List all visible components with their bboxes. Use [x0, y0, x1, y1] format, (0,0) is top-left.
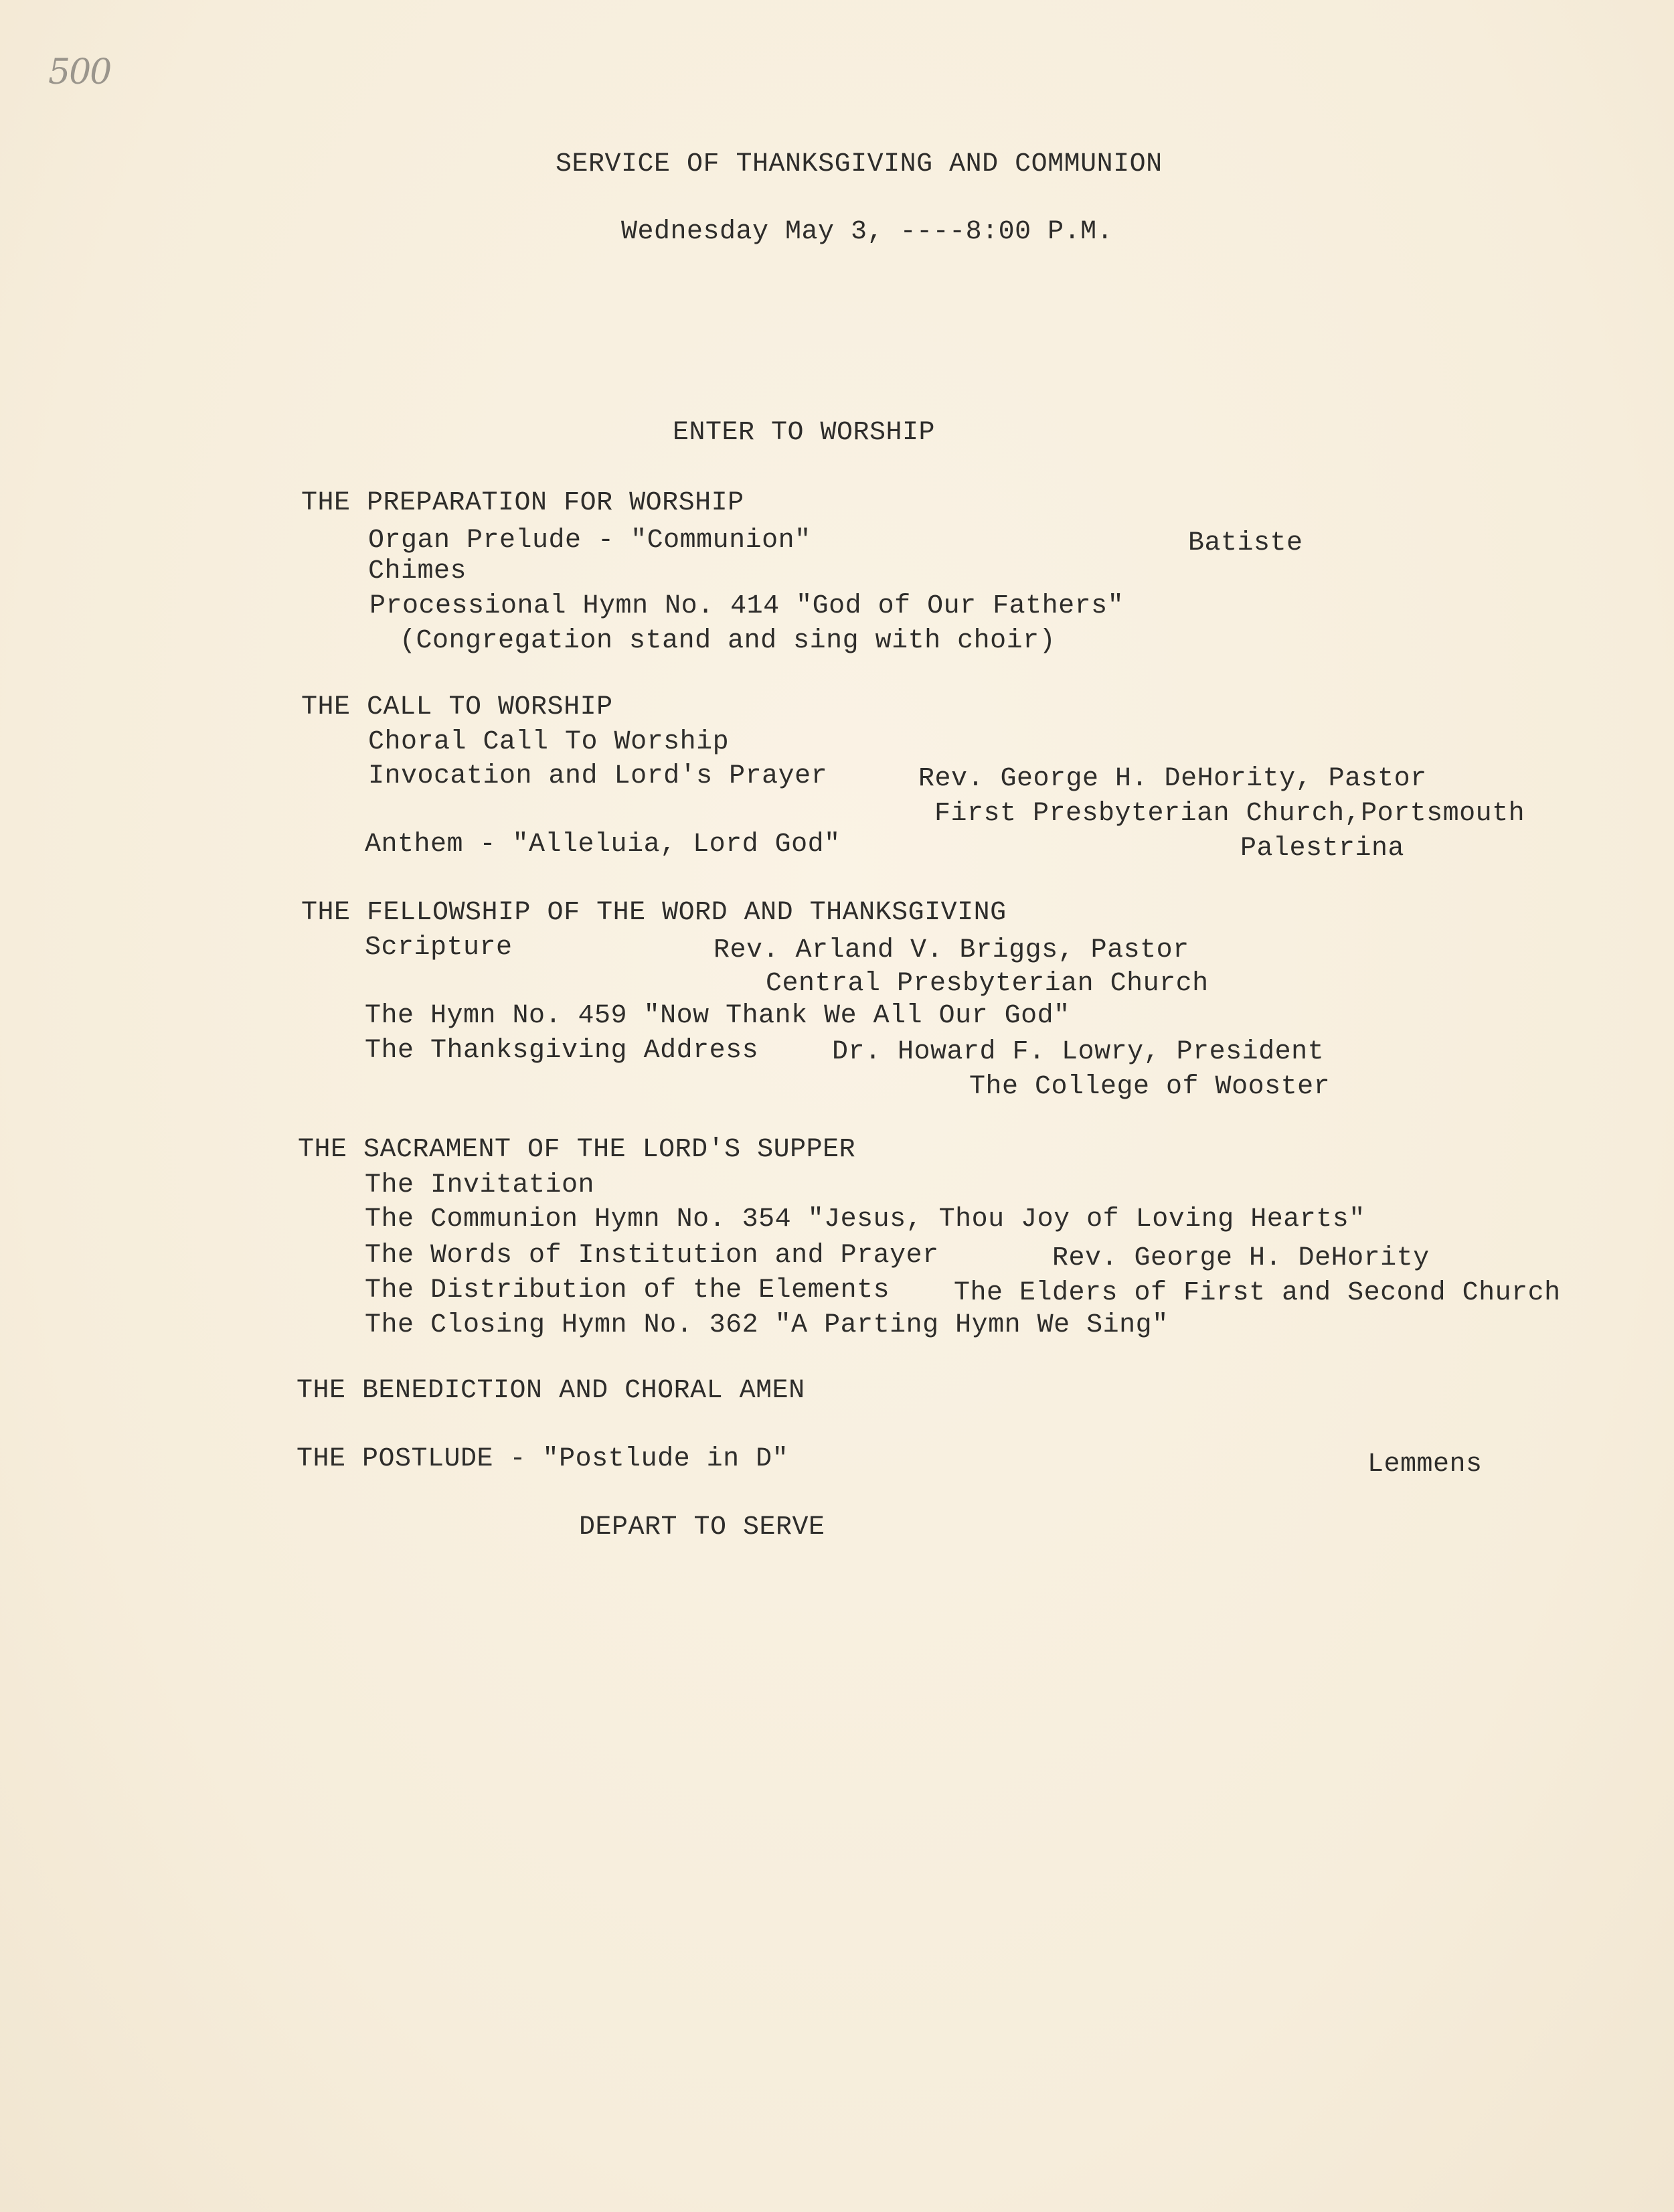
invocation-leader: Rev. George H. DeHority, Pastor: [918, 764, 1427, 794]
words-leader: Rev. George H. DeHority: [1052, 1243, 1430, 1273]
organ-prelude: Organ Prelude - "Communion": [368, 526, 811, 556]
scripture: Scripture: [365, 933, 513, 963]
scripture-leader: Rev. Arland V. Briggs, Pastor: [714, 935, 1189, 965]
section-heading-sacrament: THE SACRAMENT OF THE LORD'S SUPPER: [298, 1135, 856, 1165]
anthem: Anthem - "Alleluia, Lord God": [365, 830, 841, 860]
invocation: Invocation and Lord's Prayer: [368, 761, 828, 791]
chimes: Chimes: [368, 556, 467, 586]
words-of-institution: The Words of Institution and Prayer: [365, 1241, 939, 1271]
scripture-church: Central Presbyterian Church: [766, 969, 1209, 999]
postlude: THE POSTLUDE - "Postlude in D": [297, 1444, 789, 1474]
distribution: The Distribution of the Elements: [365, 1275, 890, 1306]
address-speaker: Dr. Howard F. Lowry, President: [832, 1037, 1325, 1067]
processional-note: (Congregation stand and sing with choir): [400, 626, 1056, 656]
communion-hymn: The Communion Hymn No. 354 "Jesus, Thou Joy of Loving Hearts": [365, 1204, 1365, 1235]
depart-to-serve: DEPART TO SERVE: [579, 1512, 825, 1543]
document-title: SERVICE OF THANKSGIVING AND COMMUNION: [556, 149, 1163, 179]
hymn-459: The Hymn No. 459 "Now Thank We All Our God": [365, 1001, 1070, 1031]
section-heading-call: THE CALL TO WORSHIP: [301, 692, 613, 722]
organ-composer: Batiste: [1188, 528, 1303, 558]
date-line: Wednesday May 3, ----8:00 P.M.: [621, 217, 1114, 247]
section-heading-preparation: THE PREPARATION FOR WORSHIP: [301, 488, 744, 518]
invitation: The Invitation: [365, 1170, 595, 1200]
section-heading-fellowship: THE FELLOWSHIP OF THE WORD AND THANKSGIVING: [301, 898, 1007, 928]
thanksgiving-address: The Thanksgiving Address: [365, 1036, 759, 1066]
choral-call: Choral Call To Worship: [368, 727, 730, 757]
pencil-annotation: 500: [48, 52, 111, 92]
enter-to-worship: ENTER TO WORSHIP: [673, 418, 936, 448]
closing-hymn: The Closing Hymn No. 362 "A Parting Hymn We Sing": [365, 1310, 1169, 1340]
processional-hymn: Processional Hymn No. 414 "God of Our Fathers": [369, 591, 1124, 621]
postlude-composer: Lemmens: [1367, 1449, 1483, 1480]
anthem-composer: Palestrina: [1240, 834, 1405, 864]
address-college: The College of Wooster: [969, 1072, 1331, 1102]
distribution-by: The Elders of First and Second Church: [954, 1278, 1561, 1308]
benediction: THE BENEDICTION AND CHORAL AMEN: [297, 1376, 805, 1406]
invocation-church: First Presbyterian Church,Portsmouth: [934, 799, 1525, 829]
